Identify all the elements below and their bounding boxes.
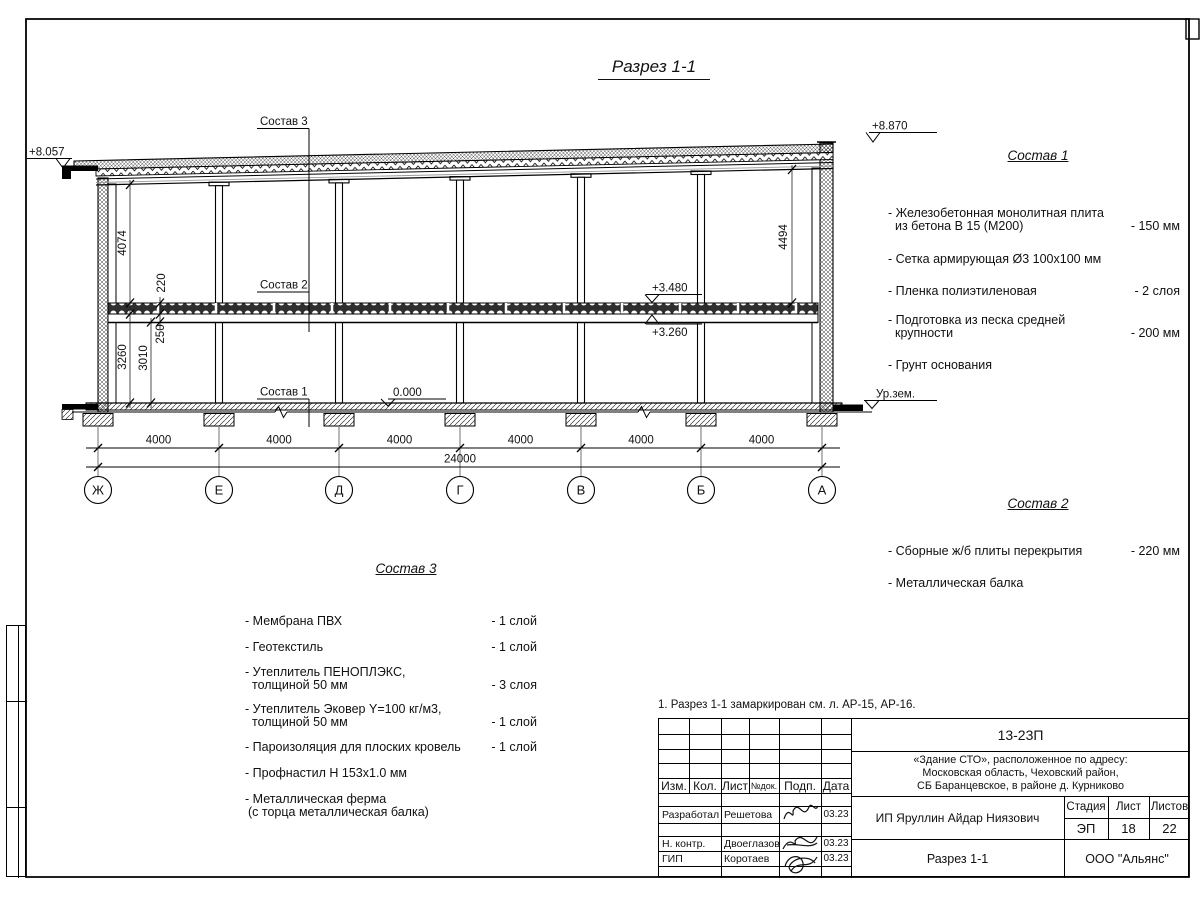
composition3-item: - Утеплитель ПЕНОПЛЭКС, толщиной 50 мм - 3 слоя [245, 665, 537, 692]
composition1-item: - Подготовка из песка средней крупности - 200 мм [888, 313, 1180, 340]
tb-stage-value: ЭП [1076, 821, 1096, 836]
edge-stamp-cells [6, 625, 26, 877]
bay-dim: 4000 [266, 434, 292, 447]
axis-label: Ж [91, 482, 105, 498]
bay-dim: 4000 [628, 434, 654, 447]
tb-col-list: Лист [721, 778, 749, 793]
tb-role: Н. контр. [662, 837, 706, 850]
drawing-note: 1. Разрез 1-1 замаркирован см. л. АР-15, АР-16. [658, 699, 916, 711]
composition2-heading: Состав 2 [1007, 496, 1069, 511]
composition1-heading: Состав 1 [1007, 148, 1069, 163]
bay-dim: 4000 [386, 434, 413, 447]
tb-drawing-title: Разрез 1-1 [926, 851, 989, 866]
elevation-slab-bottom: +3.260 [652, 327, 688, 339]
tb-stage-label: Стадия [1066, 801, 1106, 813]
leader-label-sostav2: Состав 2 [260, 279, 308, 292]
elevation-floor: 0.000 [393, 387, 422, 399]
page-title: Разрез 1-1 [598, 57, 710, 80]
plinth-step-left [62, 404, 98, 410]
composition2-item: - Металлическая балка [888, 576, 1024, 590]
foundation-pads [83, 414, 837, 427]
tb-sheet-value: 18 [1121, 821, 1136, 836]
tb-sheets-value: 22 [1162, 821, 1177, 836]
title-block [658, 718, 1189, 877]
leader-label-sostav1: Состав 1 [260, 386, 308, 399]
floor-slab-hollow-core [108, 303, 818, 314]
axis-extension-lines [98, 427, 822, 477]
composition3-item: - Мембрана ПВХ - 1 слой [245, 614, 537, 628]
composition3-item: - Пароизоляция для плоских кровель - 1 слой [245, 740, 537, 754]
axis-label: В [576, 482, 586, 498]
tb-name: Решетова [724, 808, 773, 821]
tb-date: 03.23 [823, 853, 849, 864]
composition3-item: - Профнастил Н 153х1.0 мм [245, 766, 408, 780]
tb-name: Двоеглазов [724, 837, 780, 850]
tb-doc-number: 13-23П [997, 727, 1044, 743]
tb-role: ГИП [662, 852, 683, 865]
left-wall [98, 178, 108, 412]
axis-label: Д [334, 482, 344, 498]
composition1-item: - Грунт основания [888, 358, 993, 372]
eave-detail [62, 166, 98, 172]
dim-3010: 3010 [138, 345, 150, 371]
composition1-item: - Пленка полиэтиленовая - 2 слоя [888, 284, 1180, 298]
ground-level-label: Ур.зем. [876, 388, 916, 401]
tb-col-kol: Кол. [693, 778, 717, 793]
signature [784, 805, 818, 819]
composition-leaders [257, 129, 309, 428]
tb-client: ИП Яруллин Айдар Ниязович [875, 810, 1040, 825]
leader-label-sostav3: Состав 3 [260, 116, 308, 128]
bay-dim: 4000 [507, 434, 534, 447]
dim-250: 250 [155, 324, 167, 344]
ground-step-right [833, 405, 863, 412]
tb-sheet-label: Лист [1116, 801, 1141, 813]
composition3-item: - Утеплитель Эковер Y=100 кг/м3, толщиной 50 мм - 1 слой [245, 702, 537, 729]
signatures [779, 793, 821, 878]
corner-doc-box [1186, 19, 1199, 39]
composition2-item: - Сборные ж/б плиты перекрытия - 220 мм [888, 544, 1180, 558]
tb-col-data: Дата [822, 778, 850, 793]
composition3-item: - Геотекстиль - 1 слой [245, 640, 537, 654]
dim-4074: 4074 [117, 230, 129, 256]
elevation-right-top: +8.870 [872, 120, 908, 133]
composition1-item: - Сетка армирующая Ø3 100х100 мм [888, 252, 1102, 266]
dim-4494: 4494 [778, 224, 790, 250]
engaged-column-right [812, 168, 820, 403]
composition3-heading: Состав 3 [375, 561, 437, 576]
axis-label: А [817, 482, 827, 498]
dim-220: 220 [156, 273, 168, 293]
floor-beam [108, 314, 818, 323]
elevation-left-top: +8.057 [29, 146, 65, 159]
roof-assembly [62, 144, 833, 185]
tb-company: ООО "Альянс" [1085, 851, 1169, 866]
tb-name: Коротаев [724, 852, 770, 865]
composition1-item: - Железобетонная монолитная плита из бетона В 15 (М200) - 150 мм [888, 206, 1180, 233]
total-dim: 24000 [444, 453, 476, 466]
tb-role: Разработал [662, 808, 720, 821]
axis-label: Г [456, 482, 464, 498]
tb-date: 03.23 [823, 838, 849, 849]
tb-sheets-label: Листов [1150, 801, 1189, 813]
signature [785, 857, 817, 873]
elevation-slab-top: +3.480 [652, 282, 688, 295]
signature [783, 837, 817, 849]
engaged-column-left [108, 184, 116, 403]
axis-label: Е [214, 482, 224, 498]
axis-label: Б [696, 482, 706, 498]
bay-dim: 4000 [748, 434, 775, 447]
tb-col-podp: Подп. [784, 778, 816, 793]
tb-col-ndok: №док. [750, 780, 778, 791]
bay-dim: 4000 [145, 434, 172, 447]
composition3-item: - Металлическая ферма (с торца металлическая балка) [245, 792, 429, 819]
dimension-line-bays [86, 444, 840, 452]
tb-col-izm: Изм. [661, 778, 687, 793]
dim-3260: 3260 [117, 344, 129, 370]
tb-date: 03.23 [823, 809, 849, 820]
tb-project: «Здание СТО», расположенное по адресу: Московская область, Чеховский район, СБ Баранцевское, в районе д. Курниково [913, 754, 1128, 792]
